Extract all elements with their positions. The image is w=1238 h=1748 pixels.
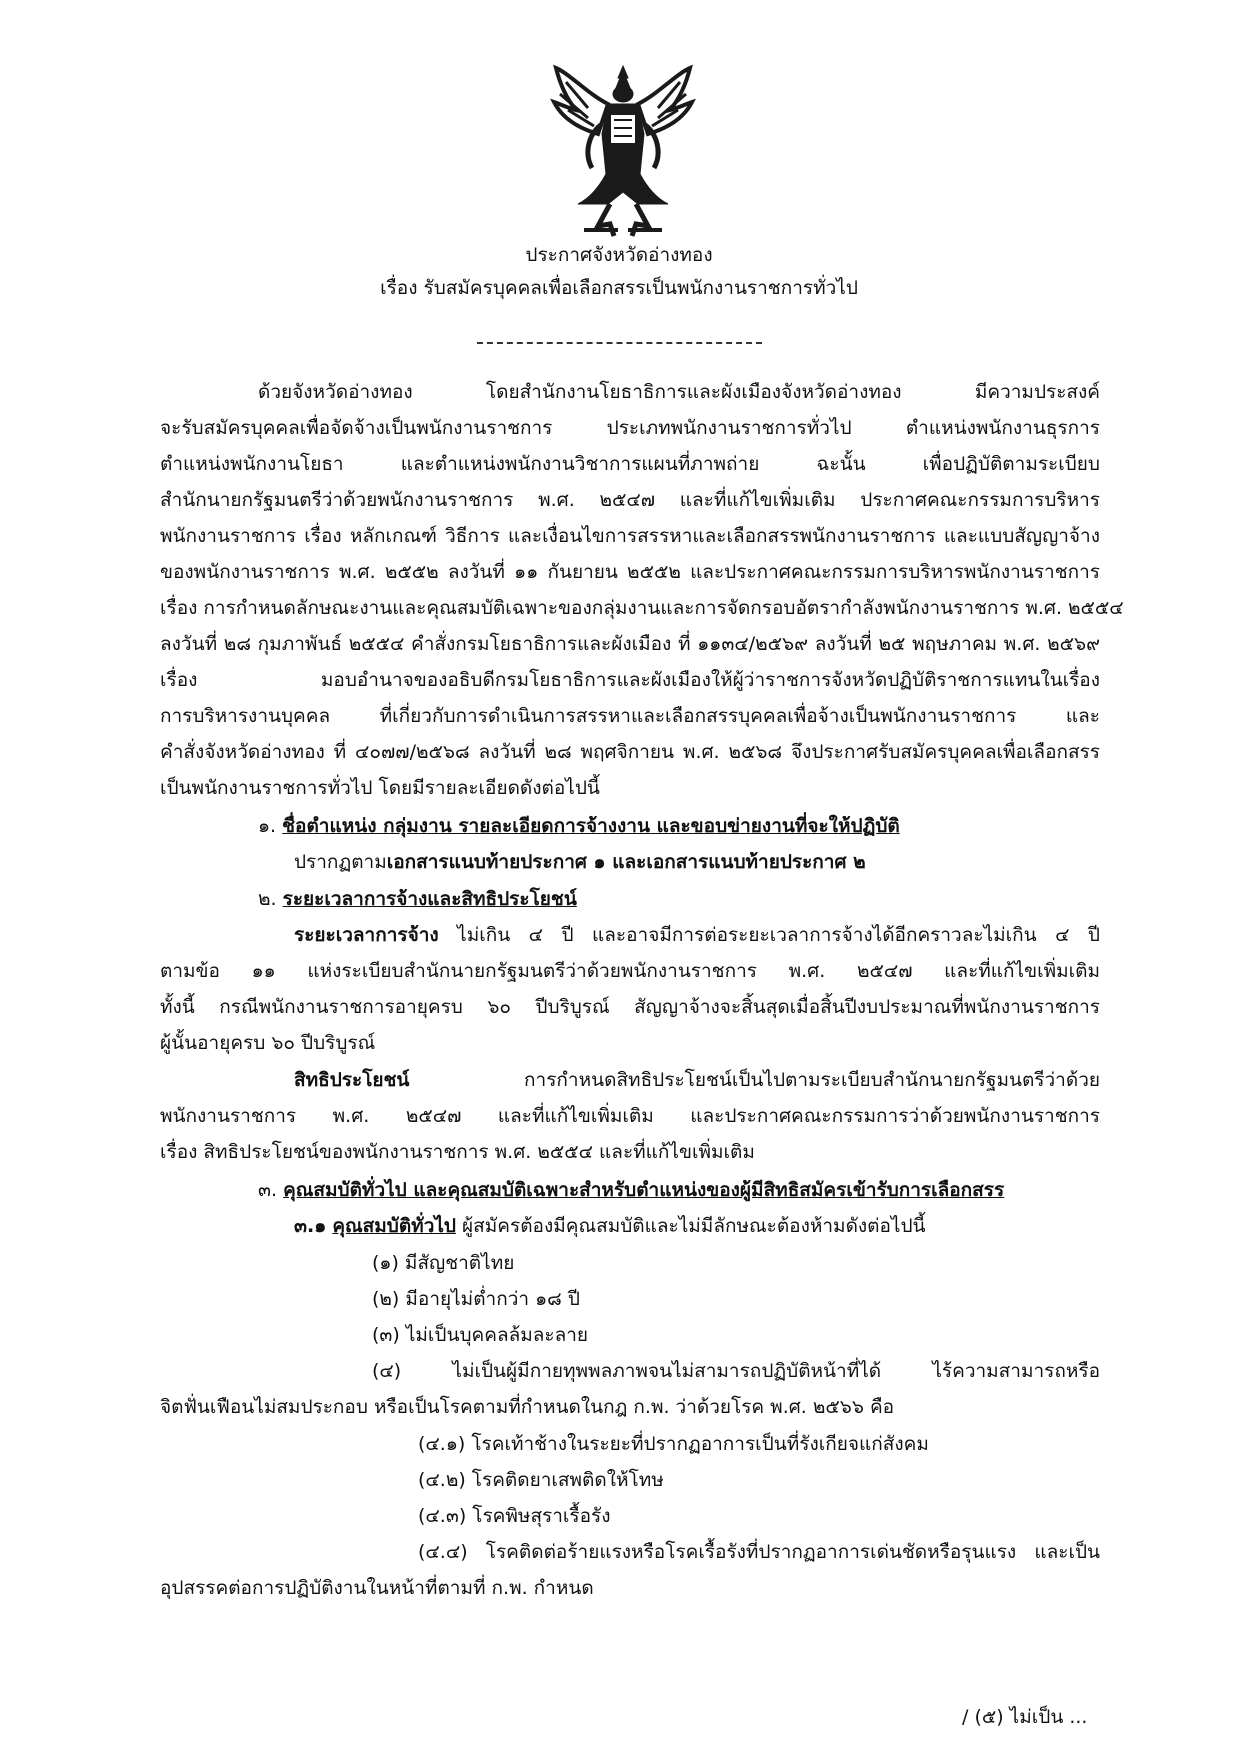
intro-line: จะรับสมัครบุคคลเพื่อจัดจ้างเป็นพนักงานราชการ ประเภทพนักงานราชการทั่วไป ตำแหน่งพนักงานธุรการ <box>160 417 1100 439</box>
disease-item-cont: อุปสรรคต่อการปฏิบัติงานในหน้าที่ตามที่ ก.พ. กำหนด <box>160 1577 594 1599</box>
qualification-item: (๒) มีอายุไม่ต่ำกว่า ๑๘ ปี <box>372 1288 580 1310</box>
section-number: ๒. <box>258 888 277 910</box>
intro-line: การบริหารงานบุคคล ที่เกี่ยวกับการดำเนินการสรรหาและเลือกสรรบุคคลเพื่อจ้างเป็นพนักงานราชการ และ <box>160 705 1100 727</box>
intro-line: ด้วยจังหวัดอ่างทอง โดยสำนักงานโยธาธิการและผังเมืองจังหวัดอ่างทอง มีความประสงค์ <box>258 381 1100 403</box>
section-title: ชื่อตำแหน่ง กลุ่มงาน รายละเอียดการจ้างงาน และขอบข่ายงานที่จะให้ปฏิบัติ <box>282 815 900 837</box>
benefit-line: พนักงานราชการ พ.ศ. ๒๕๔๗ และที่แก้ไขเพิ่มเติม และประกาศคณะกรรมการว่าด้วยพนักงานราชการ <box>160 1105 1100 1127</box>
intro-line: คำสั่งจังหวัดอ่างทอง ที่ ๔๐๗๗/๒๕๖๘ ลงวันที่ ๒๘ พฤศจิกายน พ.ศ. ๒๕๖๘ จึงประกาศรับสมัครบุคคลเพื่อเลือกสรร <box>160 741 1100 763</box>
benefit-line: เรื่อง สิทธิประโยชน์ของพนักงานราชการ พ.ศ. ๒๕๕๔ และที่แก้ไขเพิ่มเติม <box>160 1141 755 1163</box>
section-2-heading <box>258 885 577 913</box>
subsection-title: คุณสมบัติทั่วไป <box>332 1215 456 1237</box>
section-title: คุณสมบัติทั่วไป และคุณสมบัติเฉพาะสำหรับตำแหน่งของผู้มีสิทธิสมัครเข้ารับการเลือกสรร <box>283 1179 1005 1201</box>
disease-item: (๔.๑) โรคเท้าช้างในระยะที่ปรากฏอาการเป็นที่รังเกียจแก่สังคม <box>418 1433 929 1455</box>
attachment-reference: เอกสารแนบท้ายประกาศ ๑ และเอกสารแนบท้ายประกาศ ๒ <box>386 851 866 873</box>
section-text: ปรากฏตาม <box>294 851 387 873</box>
intro-line: ของพนักงานราชการ พ.ศ. ๒๕๕๒ ลงวันที่ ๑๑ กันยายน ๒๕๕๒ และประกาศคณะกรรมการบริหารพนักงานราชการ <box>160 561 1100 583</box>
term-line: ตามข้อ ๑๑ แห่งระเบียบสำนักนายกรัฐมนตรีว่าด้วยพนักงานราชการ พ.ศ. ๒๕๔๗ และที่แก้ไขเพิ่มเติม <box>160 960 1100 982</box>
intro-line: เป็นพนักงานราชการทั่วไป โดยมีรายละเอียดดังต่อไปนี้ <box>160 777 600 799</box>
announcement-title: ประกาศจังหวัดอ่างทอง <box>525 244 713 266</box>
subsection-number: ๓.๑ <box>294 1215 327 1237</box>
benefit-line <box>294 1066 1100 1094</box>
intro-line: ตำแหน่งพนักงานโยธา และตำแหน่งพนักงานวิชาการแผนที่ภาพถ่าย ฉะนั้น เพื่อปฏิบัติตามระเบียบ <box>160 453 1100 475</box>
intro-line: สำนักนายกรัฐมนตรีว่าด้วยพนักงานราชการ พ.ศ. ๒๕๔๗ และที่แก้ไขเพิ่มเติม ประกาศคณะกรรมการบริหาร <box>160 489 1100 511</box>
subject-title: เรื่อง รับสมัครบุคคลเพื่อเลือกสรรเป็นพนักงานราชการทั่วไป <box>380 277 858 299</box>
qualification-item: (๓) ไม่เป็นบุคคลล้มละลาย <box>372 1324 589 1346</box>
intro-line: ลงวันที่ ๒๘ กุมภาพันธ์ ๒๕๕๔ คำสั่งกรมโยธาธิการและผังเมือง ที่ ๑๑๓๔/๒๕๖๙ ลงวันที่ ๒๕ พฤษภาคม พ.ศ. ๒๕๖๙ <box>160 633 1100 655</box>
disease-item: (๔.๒) โรคติดยาเสพติดให้โทษ <box>418 1469 664 1491</box>
section-title: ระยะเวลาการจ้างและสิทธิประโยชน์ <box>282 888 577 910</box>
qualification-item-cont: จิตฟั่นเฟือนไม่สมประกอบ หรือเป็นโรคตามที่กำหนดในกฎ ก.พ. ว่าด้วยโรค พ.ศ. ๒๕๖๖ คือ <box>160 1396 895 1418</box>
qualification-item: (๔) ไม่เป็นผู้มีกายทุพพลภาพจนไม่สามารถปฏิบัติหน้าที่ได้ ไร้ความสามารถหรือ <box>372 1360 1100 1382</box>
qualification-item: (๑) มีสัญชาติไทย <box>372 1252 515 1274</box>
continued-marker: / (๕) ไม่เป็น ... <box>962 1706 1088 1728</box>
subsection-text: ผู้สมัครต้องมีคุณสมบัติและไม่มีลักษณะต้องห้ามดังต่อไปนี้ <box>456 1215 926 1237</box>
title-separator <box>477 342 762 344</box>
intro-line: เรื่อง มอบอำนาจของอธิบดีกรมโยธาธิการและผังเมืองให้ผู้ว่าราชการจังหวัดปฏิบัติราชการแทนในเรื่อง <box>160 669 1100 691</box>
employment-term-line <box>294 921 1100 949</box>
section-1-heading <box>258 812 900 840</box>
section-1-text <box>294 848 866 876</box>
term-line: ผู้นั้นอายุครบ ๖๐ ปีบริบูรณ์ <box>160 1032 376 1054</box>
intro-line: พนักงานราชการ เรื่อง หลักเกณฑ์ วิธีการ และเงื่อนไขการสรรหาและเลือกสรรพนักงานราชการ และแบบสัญญาจ้าง <box>160 525 1100 547</box>
intro-line: เรื่อง การกำหนดลักษณะงานและคุณสมบัติเฉพาะของกลุ่มงานและการจัดกรอบอัตรากำลังพนักงานราชการ พ.ศ. ๒๕๕๔ <box>160 597 1124 619</box>
disease-item: (๔.๓) โรคพิษสุราเรื้อรัง <box>418 1505 611 1527</box>
term-label: ระยะเวลาการจ้าง <box>294 924 439 946</box>
section-number: ๓. <box>258 1179 278 1201</box>
disease-item: (๔.๔) โรคติดต่อร้ายแรงหรือโรคเรื้อรังที่ปรากฏอาการเด่นชัดหรือรุนแรง และเป็น <box>418 1541 1100 1563</box>
section-3-heading <box>258 1176 1004 1204</box>
garuda-emblem-icon <box>548 64 698 242</box>
subsection-3-1 <box>294 1212 926 1240</box>
term-line: ทั้งนี้ กรณีพนักงานราชการอายุครบ ๖๐ ปีบริบูรณ์ สัญญาจ้างจะสิ้นสุดเมื่อสิ้นปีงบประมาณที่พนักงานราชการ <box>160 996 1100 1018</box>
benefit-label: สิทธิประโยชน์ <box>294 1069 410 1091</box>
benefit-text: การกำหนดสิทธิประโยชน์เป็นไปตามระเบียบสำนักนายกรัฐมนตรีว่าด้วย <box>409 1069 1100 1091</box>
term-text: ไม่เกิน ๔ ปี และอาจมีการต่อระยะเวลาการจ้างได้อีกคราวละไม่เกิน ๔ ปี <box>438 924 1100 946</box>
section-number: ๑. <box>258 815 277 837</box>
